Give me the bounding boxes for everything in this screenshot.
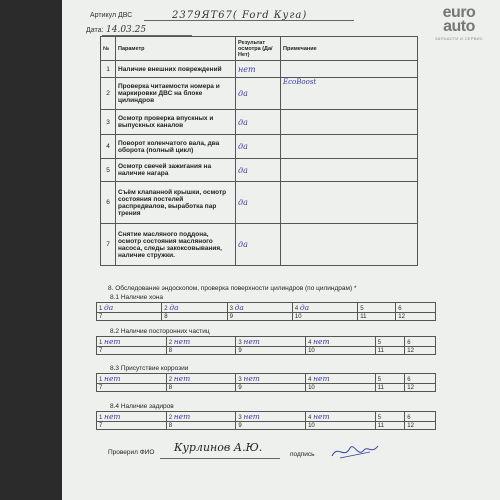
row-note	[281, 182, 418, 224]
cyl-num: 10	[306, 422, 376, 430]
row-result: да	[236, 135, 281, 159]
row-num: 1	[101, 61, 116, 78]
table-row	[101, 159, 418, 182]
row-result: да	[236, 110, 281, 135]
cyl-value: нет	[173, 412, 191, 421]
row-param: Поворот коленчатого вала, два оборота (полный цикл)	[116, 135, 236, 159]
cyl-value: нет	[104, 412, 121, 421]
row-param: Снятие масляного поддона, осмотр состояния масляного насоса, следы закоксовывания, наличие стружки.	[116, 224, 236, 266]
col-result: Результат осмотра (Да/Нет)	[236, 37, 281, 61]
cyl-value: нет	[313, 337, 330, 346]
cyl-num: 1	[99, 306, 103, 312]
cyl-num: 2	[168, 377, 173, 383]
cyl-value: да	[234, 303, 244, 312]
article-label: Артикул ДВС	[90, 12, 133, 19]
cyl-num: 10	[306, 384, 376, 392]
row-result: нет	[236, 61, 281, 78]
cyl-num: 1	[99, 340, 103, 346]
table-row	[101, 182, 418, 224]
cyl-num: 5	[377, 377, 382, 383]
row-num: 7	[101, 224, 116, 266]
table-row	[101, 135, 418, 159]
subsection-title: 8.4 Наличие задиров	[110, 403, 174, 410]
row-note	[281, 159, 418, 182]
cyl-num: 6	[407, 415, 411, 421]
inspection-sheet	[62, 0, 500, 500]
row-note	[281, 110, 418, 135]
row-num: 5	[101, 159, 116, 182]
logo-line2: auto	[443, 18, 475, 35]
cylinder-grid	[96, 411, 436, 430]
cyl-num: 3	[238, 415, 242, 421]
inspection-table	[100, 36, 418, 266]
cyl-num: 1	[99, 377, 103, 383]
subsection-title: 8.1 Наличие хона	[110, 294, 164, 301]
cyl-num: 2	[164, 306, 168, 312]
cyl-value: нет	[243, 374, 260, 383]
cyl-num: 5	[360, 306, 364, 312]
row-note: EcoBoost	[281, 78, 418, 110]
row-param: Осмотр свечей зажигания на наличие нагара	[116, 159, 236, 182]
cyl-num: 12	[405, 384, 436, 392]
cyl-value: нет	[313, 412, 330, 421]
row-note	[281, 224, 418, 266]
cyl-num: 6	[407, 340, 411, 346]
cyl-num: 4	[308, 340, 312, 346]
cyl-num: 7	[97, 384, 167, 392]
cyl-num: 10	[306, 347, 376, 355]
cyl-num: 3	[238, 340, 242, 346]
row-param: Наличие внешних повреждений	[116, 61, 236, 78]
cyl-num: 4	[308, 415, 312, 421]
cyl-num: 9	[236, 422, 306, 430]
euroauto-logo	[430, 6, 488, 41]
cyl-num: 8	[166, 347, 236, 355]
logo-line1: euro	[442, 4, 476, 21]
table-header-row	[101, 37, 418, 61]
row-result: да	[236, 182, 281, 224]
cyl-num: 7	[97, 313, 162, 321]
cyl-value: нет	[313, 374, 330, 383]
cyl-num: 11	[375, 384, 405, 392]
cyl-num: 11	[375, 422, 405, 430]
cyl-num: 4	[308, 377, 312, 383]
cyl-num: 9	[227, 313, 292, 321]
cyl-num: 7	[97, 422, 167, 430]
cyl-num: 4	[294, 306, 299, 312]
table-row	[101, 110, 418, 135]
cyl-value: нет	[243, 412, 260, 421]
cyl-num: 2	[168, 340, 173, 346]
row-param: Съём клапанной крышки, осмотр состояния постелей распредвалов, выработка пар трения	[116, 182, 236, 224]
row-num: 4	[101, 135, 116, 159]
cyl-num: 12	[405, 422, 436, 430]
cyl-num: 2	[168, 415, 173, 421]
cyl-num: 3	[229, 306, 233, 312]
cyl-value: нет	[173, 337, 191, 346]
cyl-num: 5	[377, 340, 382, 346]
cyl-num: 11	[375, 347, 405, 355]
table-row	[101, 78, 418, 110]
cyl-num: 7	[97, 347, 167, 355]
cylinder-grid	[96, 373, 436, 392]
cyl-num: 8	[162, 313, 227, 321]
cyl-num: 12	[405, 347, 436, 355]
subsection-title: 8.2 Наличие посторонних частиц	[110, 328, 210, 335]
row-note	[281, 61, 418, 78]
cyl-num: 9	[236, 347, 306, 355]
cyl-num: 3	[238, 377, 242, 383]
cyl-num: 5	[377, 415, 382, 421]
date-label: Дата:	[86, 27, 104, 34]
subsection-title: 8.3 Присутствие коррозии	[110, 365, 189, 372]
row-param: Проверка читаемости номера и маркировки ДВС на блоке цилиндров	[116, 78, 236, 110]
cyl-num: 1	[99, 415, 103, 421]
row-num: 6	[101, 182, 116, 224]
cyl-value: да	[104, 303, 114, 312]
logo-tagline: ЗАПЧАСТИ И СЕРВИС	[434, 36, 484, 41]
col-note: Примечание	[281, 37, 418, 61]
row-result: да	[236, 78, 281, 110]
section8-title: 8. Обследование эндоскопом, проверка поверхности цилиндров (по цилиндрам) *	[108, 285, 357, 292]
cyl-num: 8	[166, 384, 236, 392]
cyl-value: нет	[243, 337, 260, 346]
row-param: Осмотр проверка впускных и выпускных каналов	[116, 110, 236, 135]
cyl-value: да	[299, 303, 310, 312]
cyl-num: 6	[398, 306, 402, 312]
col-num: №	[101, 37, 116, 61]
row-note	[281, 135, 418, 159]
row-num: 2	[101, 78, 116, 110]
signature-label: подпись	[290, 451, 315, 458]
signature-mark	[330, 440, 380, 462]
cyl-value: нет	[173, 374, 191, 383]
col-param: Параметр	[116, 37, 236, 61]
cylinder-grid	[96, 302, 436, 321]
cyl-value: да	[169, 303, 179, 312]
cylinder-grid	[96, 336, 436, 355]
cyl-num: 9	[236, 384, 306, 392]
cyl-value: нет	[104, 337, 121, 346]
checked-by-value: Курлинов А.Ю.	[174, 441, 263, 454]
date-value: 14.03.25	[106, 25, 147, 35]
cyl-num: 11	[358, 313, 396, 321]
cyl-num: 6	[407, 377, 411, 383]
row-result: да	[236, 224, 281, 266]
cyl-value: нет	[104, 374, 121, 383]
cyl-num: 8	[166, 422, 236, 430]
row-num: 3	[101, 110, 116, 135]
checked-by-label: Проверил ФИО	[108, 449, 155, 456]
article-value: 2379ЯТ67( Ford Куга)	[172, 10, 308, 21]
row-result: да	[236, 159, 281, 182]
table-row	[101, 61, 418, 78]
checked-by-underline	[160, 458, 280, 459]
cyl-num: 12	[396, 313, 436, 321]
table-row	[101, 224, 418, 266]
cyl-num: 10	[292, 313, 357, 321]
